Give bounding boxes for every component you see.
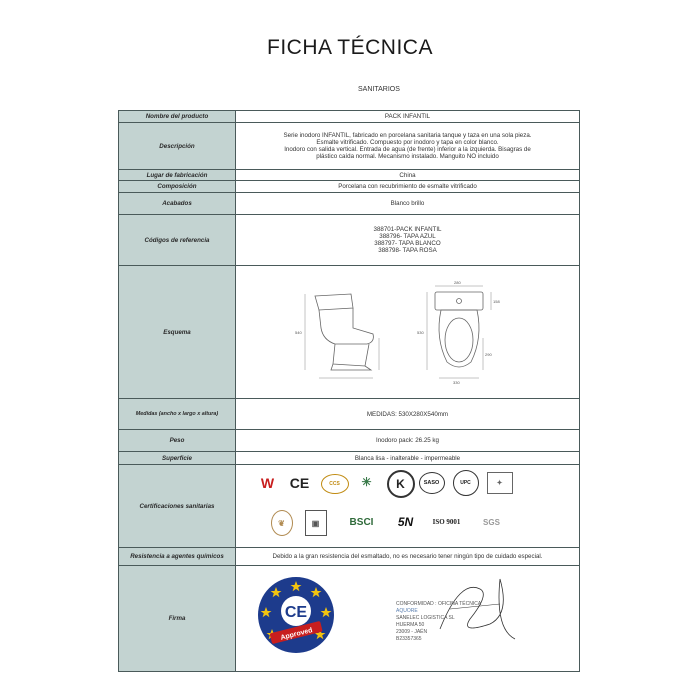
value-firma xyxy=(236,566,580,672)
label-lugar: Lugar de fabricación xyxy=(119,170,236,181)
bsci-logo-icon: BSCI xyxy=(349,516,374,528)
stamp-line: B23357365 xyxy=(396,635,422,642)
medal-logo-icon: ❦ xyxy=(271,510,293,536)
seal-approved-text: Approved xyxy=(279,626,314,642)
label-descripcion: Descripción xyxy=(119,123,236,170)
stamp-line: AQUORE xyxy=(396,607,418,614)
row-superficie xyxy=(119,452,580,465)
row-codigos xyxy=(119,215,580,266)
certification-logos xyxy=(243,466,573,546)
label-firma: Firma xyxy=(119,566,236,672)
section-label: SANITARIOS xyxy=(358,86,400,93)
row-firma xyxy=(119,566,580,672)
sgs-logo-icon: SGS xyxy=(483,517,500,527)
value-resistencia: Debido a la gran resistencia del esmaltado, no es necesario tener ningún tipo de cuidado especial. xyxy=(236,548,580,566)
leaf-logo-icon: ✳ xyxy=(361,474,372,489)
row-resistencia xyxy=(119,548,580,566)
ce-logo-icon: CE xyxy=(289,474,310,491)
desc-line: Serie inodoro INFANTIL, fabricado en porcelana sanitaria tanque y taza en una sola pieza. xyxy=(283,132,532,139)
value-composicion: Porcelana con recubrimiento de esmalte vitrificado xyxy=(236,181,580,193)
label-composicion: Composición xyxy=(119,181,236,193)
row-peso xyxy=(119,430,580,452)
ccs-logo-icon: CCS xyxy=(321,474,349,494)
value-acabados: Blanco brillo xyxy=(236,193,580,215)
label-certificaciones: Certificaciones sanitarias xyxy=(119,465,236,548)
code-line: 388701-PACK INFANTIL xyxy=(373,225,442,233)
row-acabados xyxy=(119,193,580,215)
stamp-line: HUERMA 50 xyxy=(396,621,425,628)
dim-base-w: 330 xyxy=(452,380,460,385)
label-esquema: Esquema xyxy=(119,266,236,399)
value-descripcion xyxy=(236,123,580,170)
code-line: 388796- TAPA AZUL xyxy=(379,232,436,240)
code-line: 388797- TAPA BLANCO xyxy=(374,240,441,247)
code-line: 388798- TAPA ROSA xyxy=(378,247,437,255)
value-superficie: Blanca lisa - inalterable - impermeable xyxy=(236,452,580,465)
value-nombre: PACK INFANTIL xyxy=(236,111,580,123)
spec-table xyxy=(118,110,580,672)
value-medidas: MEDIDAS: 530X280X540mm xyxy=(236,399,580,430)
desc-line: plástico caída normal. Mecanismo instalado. Manguito NO incluido xyxy=(316,153,499,160)
label-resistencia: Resistencia a agentes químicos xyxy=(119,548,236,566)
k-logo-icon: K xyxy=(387,470,415,498)
dim-tank-h: 158 xyxy=(492,299,500,304)
iso-logo-icon: ISO 9001 xyxy=(432,517,461,526)
stamp-line: CONFORMIDAD : OFICINA TÉCNICA xyxy=(396,600,482,607)
5n-logo-icon: 5N xyxy=(397,514,414,529)
row-descripcion xyxy=(119,123,580,170)
office-stamp xyxy=(396,601,481,643)
aja-logo-icon: ▣ xyxy=(305,510,327,536)
dim-depth: 530 xyxy=(416,330,424,335)
value-lugar: China xyxy=(236,170,580,181)
row-medidas xyxy=(119,399,580,430)
csa-logo-icon: ✦ xyxy=(487,472,513,494)
row-composicion xyxy=(119,181,580,193)
label-superficie: Superficie xyxy=(119,452,236,465)
label-peso: Peso xyxy=(119,430,236,452)
row-esquema xyxy=(119,266,580,399)
seal-ce-text: CE xyxy=(284,603,308,621)
signature-area xyxy=(240,569,575,669)
watermark-logo-icon: W xyxy=(260,474,275,491)
value-certificaciones xyxy=(236,465,580,548)
stamp-line: SANELEC LOGISTICA SL xyxy=(396,614,455,621)
value-peso: Inodoro pack: 26.25 kg xyxy=(236,430,580,452)
value-esquema xyxy=(236,266,580,399)
dim-seat-h: 290 xyxy=(484,352,492,357)
row-nombre xyxy=(119,111,580,123)
saso-logo-icon: SASO xyxy=(419,472,445,494)
label-acabados: Acabados xyxy=(119,193,236,215)
upc-logo-icon: UPC xyxy=(453,470,479,496)
toilet-drawing-icon xyxy=(283,278,533,386)
label-nombre: Nombre del producto xyxy=(119,111,236,123)
dim-top-width: 280 xyxy=(453,280,461,285)
dim-total-h: 540 xyxy=(294,330,302,335)
toilet-schematic xyxy=(283,278,533,386)
page-title: FICHA TÉCNICA xyxy=(267,36,433,59)
ce-approved-seal-icon xyxy=(256,575,336,655)
row-certificaciones xyxy=(119,465,580,548)
label-medidas: Medidas (ancho x largo x altura) xyxy=(119,399,236,430)
label-codigos: Códigos de referencia xyxy=(119,215,236,266)
desc-line: Inodoro con salida vertical. Entrada de agua (de frente) inferior a la izquierda. Bisagras de xyxy=(284,146,531,153)
stamp-line: 23009 - JAÉN xyxy=(396,628,428,635)
value-codigos xyxy=(236,215,580,266)
desc-line: Esmalte vitrificado. Compuesto por inodoro y tapa en color blanco. xyxy=(316,139,499,146)
row-lugar xyxy=(119,170,580,181)
